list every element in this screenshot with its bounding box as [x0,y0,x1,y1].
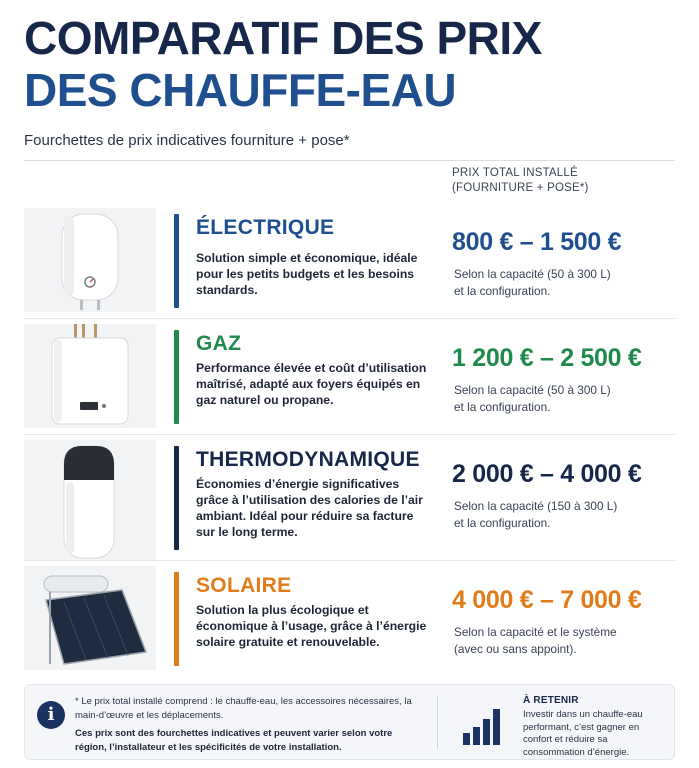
solar-water-heater-image [24,566,156,670]
price-note-line-2: (avec ou sans appoint). [454,642,577,656]
price-note [454,382,674,416]
price-note [454,498,674,532]
footnote: * Le prix total installé comprend : le chauffe-eau, les accessoires nécessaires, la main-d’œuvre et les déplacements. [75,696,412,721]
row-thermodynamique [24,436,675,548]
bar-chart-icon [461,705,507,747]
electrique-accent-bar [174,214,179,308]
price-column-heading-line-1: PRIX TOTAL INSTALLÉ [452,167,578,179]
heat-pump-water-heater-image [24,440,156,560]
price-range: 2 000 € – 4 000 € [452,460,642,488]
footer-divider [437,697,438,749]
price-note-line-1: Selon la capacité et le système [454,625,617,639]
row-gaz [24,320,675,432]
type-name: ÉLECTRIQUE [196,216,335,239]
price-note-line-1: Selon la capacité (50 à 300 L) [454,383,611,397]
row-electrique [24,204,675,316]
gas-boiler-image [24,324,156,428]
price-note-line-1: Selon la capacité (150 à 300 L) [454,499,618,513]
retenir-text: Investir dans un chauffe-eau performant, c’est gagner en confort et réduire sa consommation d’énergie. [523,709,643,758]
price-note-line-2: et la configuration. [454,516,551,530]
price-note-line-2: et la configuration. [454,400,551,414]
row-solaire [24,562,675,674]
price-range: 4 000 € – 7 000 € [452,586,642,614]
thermodynamique-accent-bar [174,446,179,550]
title-line-2: DES CHAUFFE-EAU [24,64,457,116]
type-description: Solution la plus écologique et économique à l’usage, grâce à l’énergie solaire gratuite et renouvelable. [196,603,427,649]
price-note-line-2: et la configuration. [454,284,551,298]
price-range: 1 200 € – 2 500 € [452,344,642,372]
disclaimer: Ces prix sont des fourchettes indicatives et peuvent varier selon votre région, l’installateur et les spécificités de votre installation. [75,728,393,753]
type-description: Solution simple et économique, idéale pour les petits budgets et les besoins standards. [196,251,418,297]
subtitle: Fourchettes de prix indicatives fourniture + pose* [24,132,350,149]
header-divider [24,160,675,161]
type-name: THERMODYNAMIQUE [196,448,420,471]
page-title [24,12,542,116]
row-divider [24,318,675,319]
retenir-heading: À RETENIR [523,695,579,706]
solaire-accent-bar [174,572,179,666]
gaz-accent-bar [174,330,179,424]
price-note-line-1: Selon la capacité (50 à 300 L) [454,267,611,281]
type-name: SOLAIRE [196,574,292,597]
price-range: 800 € – 1 500 € [452,228,622,256]
title-line-1: COMPARATIF DES PRIX [24,12,542,64]
row-divider [24,560,675,561]
row-divider [24,434,675,435]
price-column-heading-line-2: (FOURNITURE + POSE*) [452,182,589,194]
type-description: Économies d’énergie significatives grâce à l’utilisation des calories de l’air ambiant. Idéal pour réduire sa facture sur le long terme. [196,477,423,539]
type-name: GAZ [196,332,242,355]
electric-water-heater-image [24,208,156,312]
type-description: Performance élevée et coût d’utilisation maîtrisé, adapté aux foyers équipés en gaz naturel ou propane. [196,361,427,407]
price-column-heading [452,166,589,196]
price-note [454,624,674,658]
price-note [454,266,674,300]
info-icon: i [37,701,65,729]
footer-panel [24,684,675,760]
